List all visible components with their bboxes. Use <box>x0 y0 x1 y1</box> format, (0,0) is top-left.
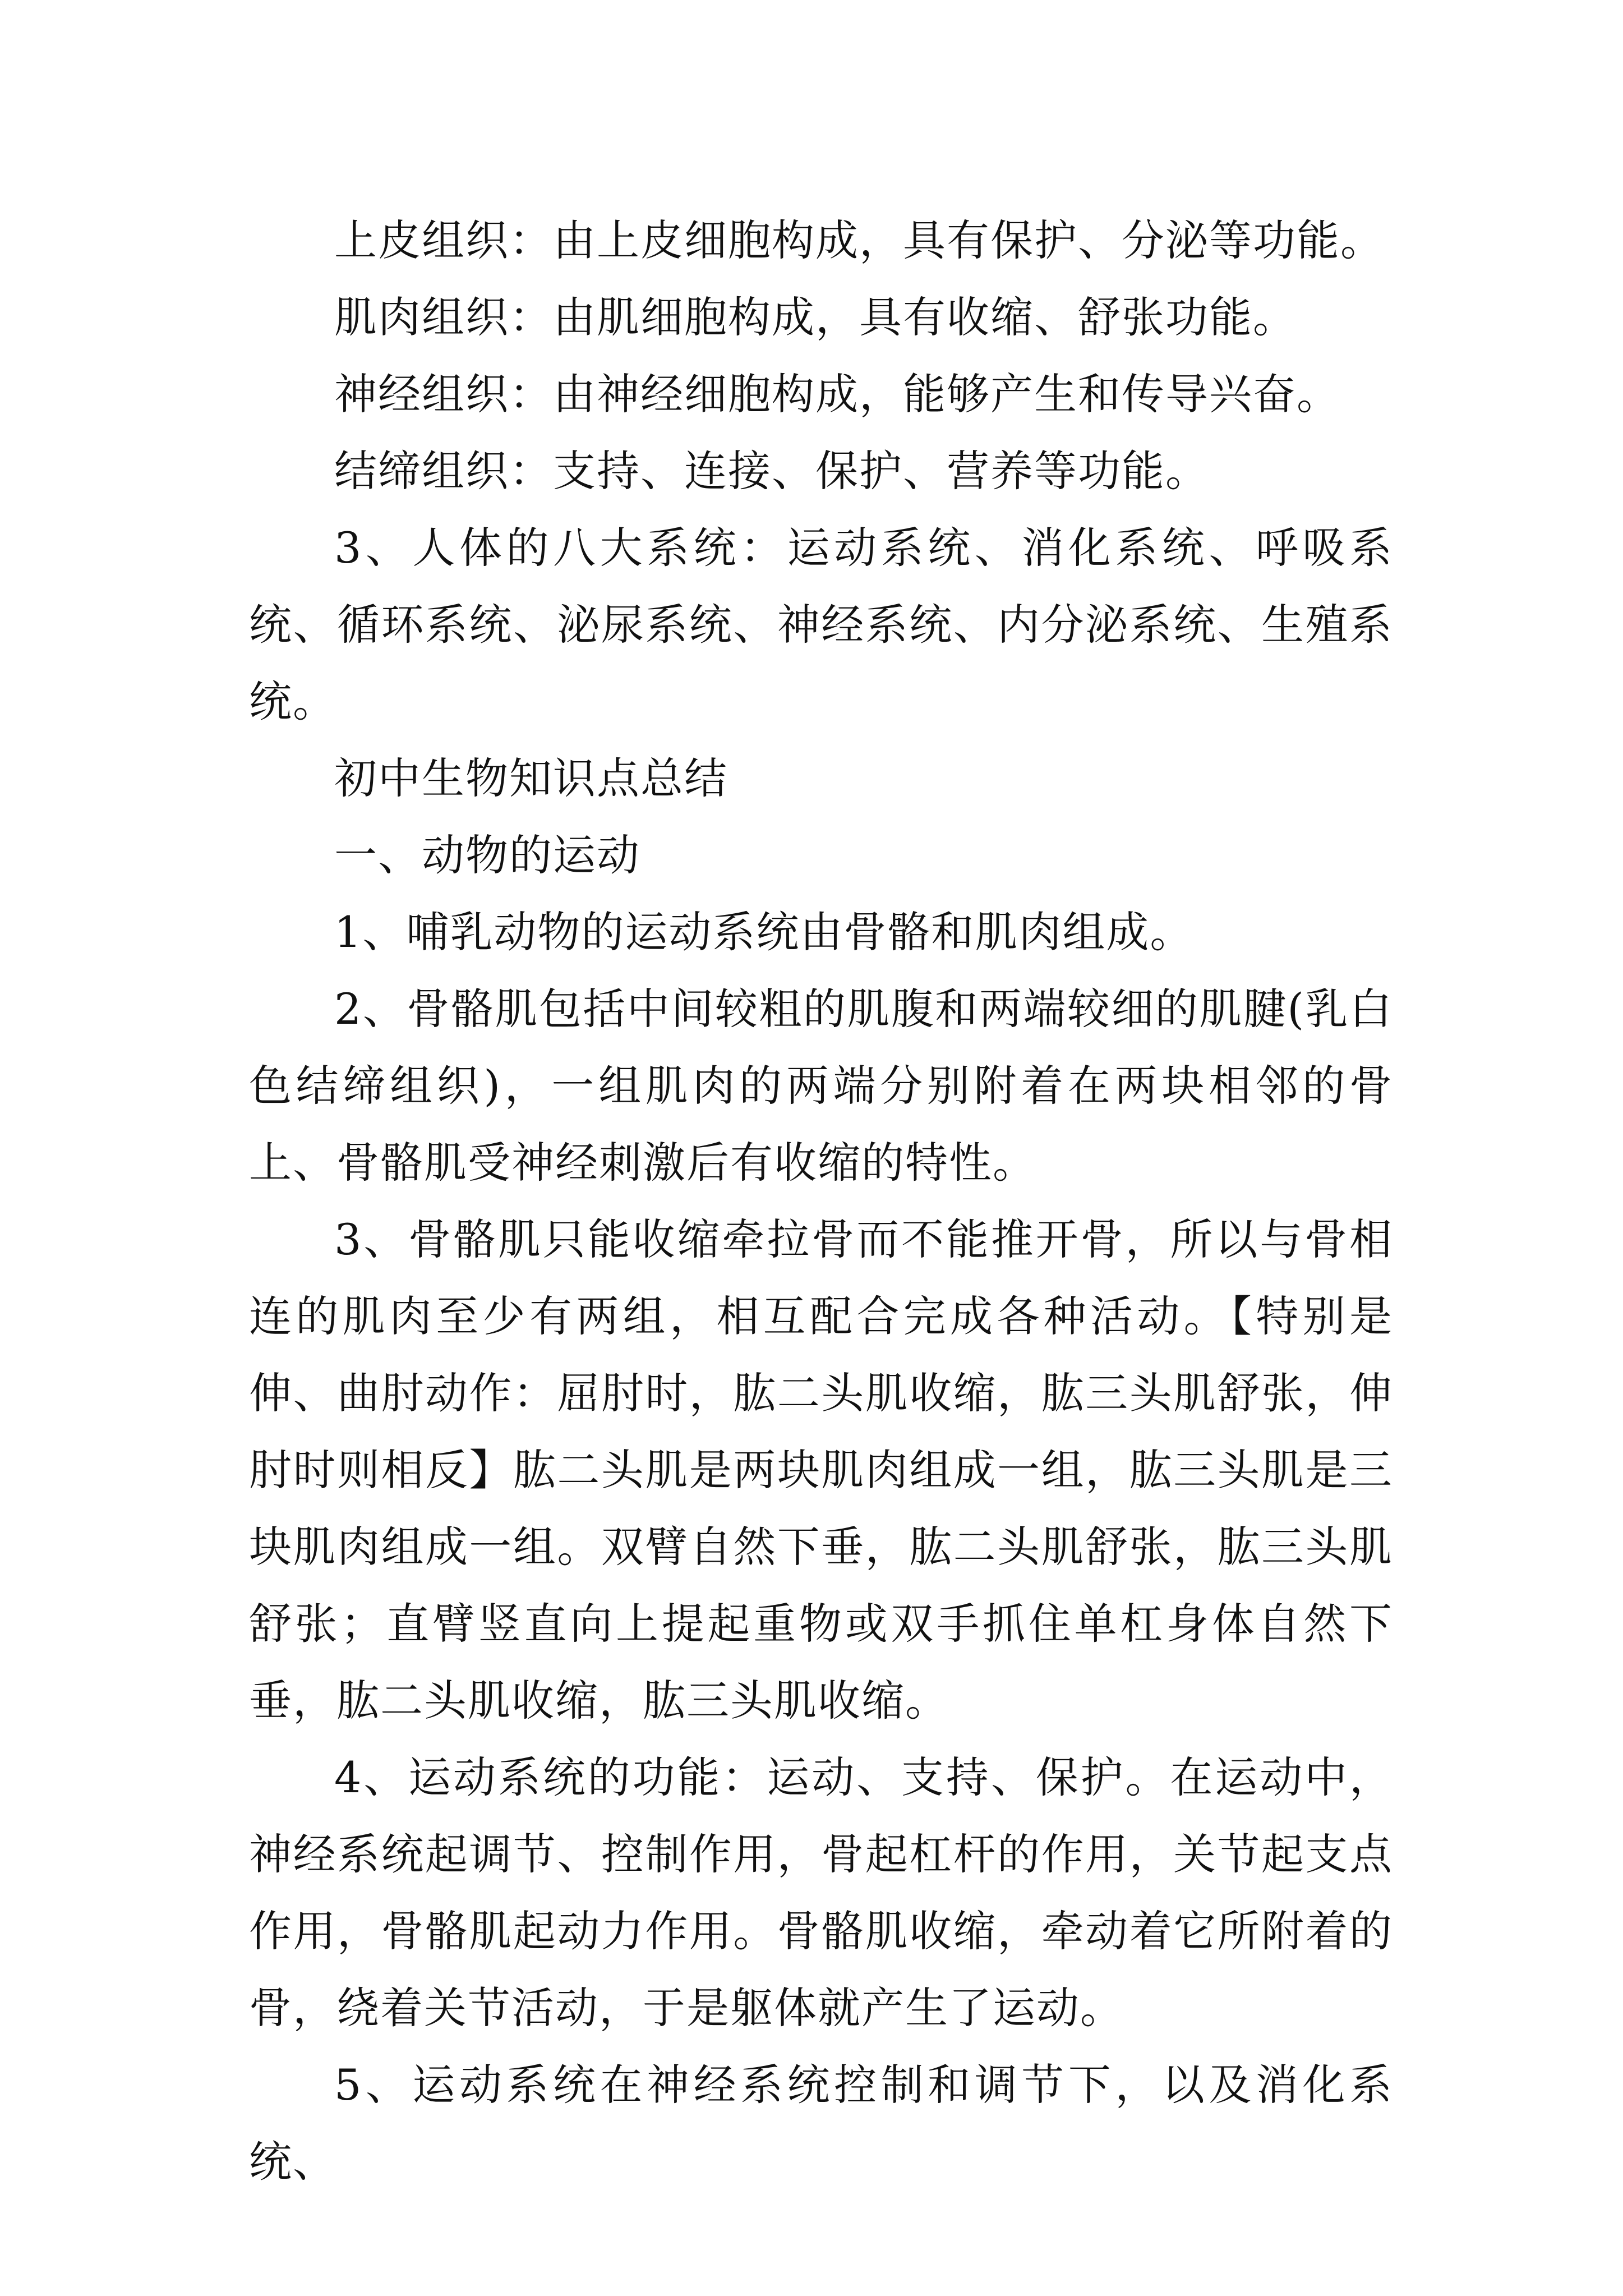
paragraph-connective-tissue: 结缔组织：支持、连接、保护、营养等功能。 <box>334 446 1209 496</box>
section-heading-animal-movement: 一、动物的运动 <box>334 830 640 880</box>
paragraph-point-5: 5、运动系统在神经系统控制和调节下，以及消化系统、 <box>249 2060 1393 2187</box>
document-body <box>249 202 1393 2200</box>
section-title: 初中生物知识点总结 <box>334 753 728 803</box>
paragraph-nerve-tissue: 神经组织：由神经细胞构成，能够产生和传导兴奋。 <box>334 369 1340 419</box>
paragraph-epithelial-tissue: 上皮组织：由上皮细胞构成，具有保护、分泌等功能。 <box>334 215 1384 265</box>
paragraph-point-1: 1、哺乳动物的运动系统由骨骼和肌肉组成。 <box>334 907 1194 957</box>
paragraph-point-4: 4、运动系统的功能：运动、支持、保护。在运动中，神经系统起调节、控制作用，骨起杠杆的作用，关节起支点作用，骨骼肌起动力作用。骨骼肌收缩，牵动着它所附着的骨，绕着关节活动，于是躯体就产生了运动。 <box>249 1752 1393 2033</box>
paragraph-eight-systems: 3、人体的八大系统：运动系统、消化系统、呼吸系统、循环系统、泌尿系统、神经系统、内分泌系统、生殖系统。 <box>249 523 1393 726</box>
paragraph-point-2: 2、骨骼肌包括中间较粗的肌腹和两端较细的肌腱(乳白色结缔组织)，一组肌肉的两端分别附着在两块相邻的骨上、骨骼肌受神经刺激后有收缩的特性。 <box>249 984 1393 1188</box>
paragraph-point-3: 3、骨骼肌只能收缩牵拉骨而不能推开骨，所以与骨相连的肌肉至少有两组，相互配合完成各种活动。【特别是伸、曲肘动作：屈肘时，肱二头肌收缩，肱三头肌舒张，伸肘时则相反】肱二头肌是两块肌肉组成一组，肱三头肌是三块肌肉组成一组。双臂自然下垂，肱二头肌舒张，肱三头肌舒张；直臂竖直向上提起重物或双手抓住单杠身体自然下垂，肱二头肌收缩，肱三头肌收缩。 <box>249 1214 1393 1726</box>
paragraph-muscle-tissue: 肌肉组织：由肌细胞构成，具有收缩、舒张功能。 <box>334 292 1297 342</box>
